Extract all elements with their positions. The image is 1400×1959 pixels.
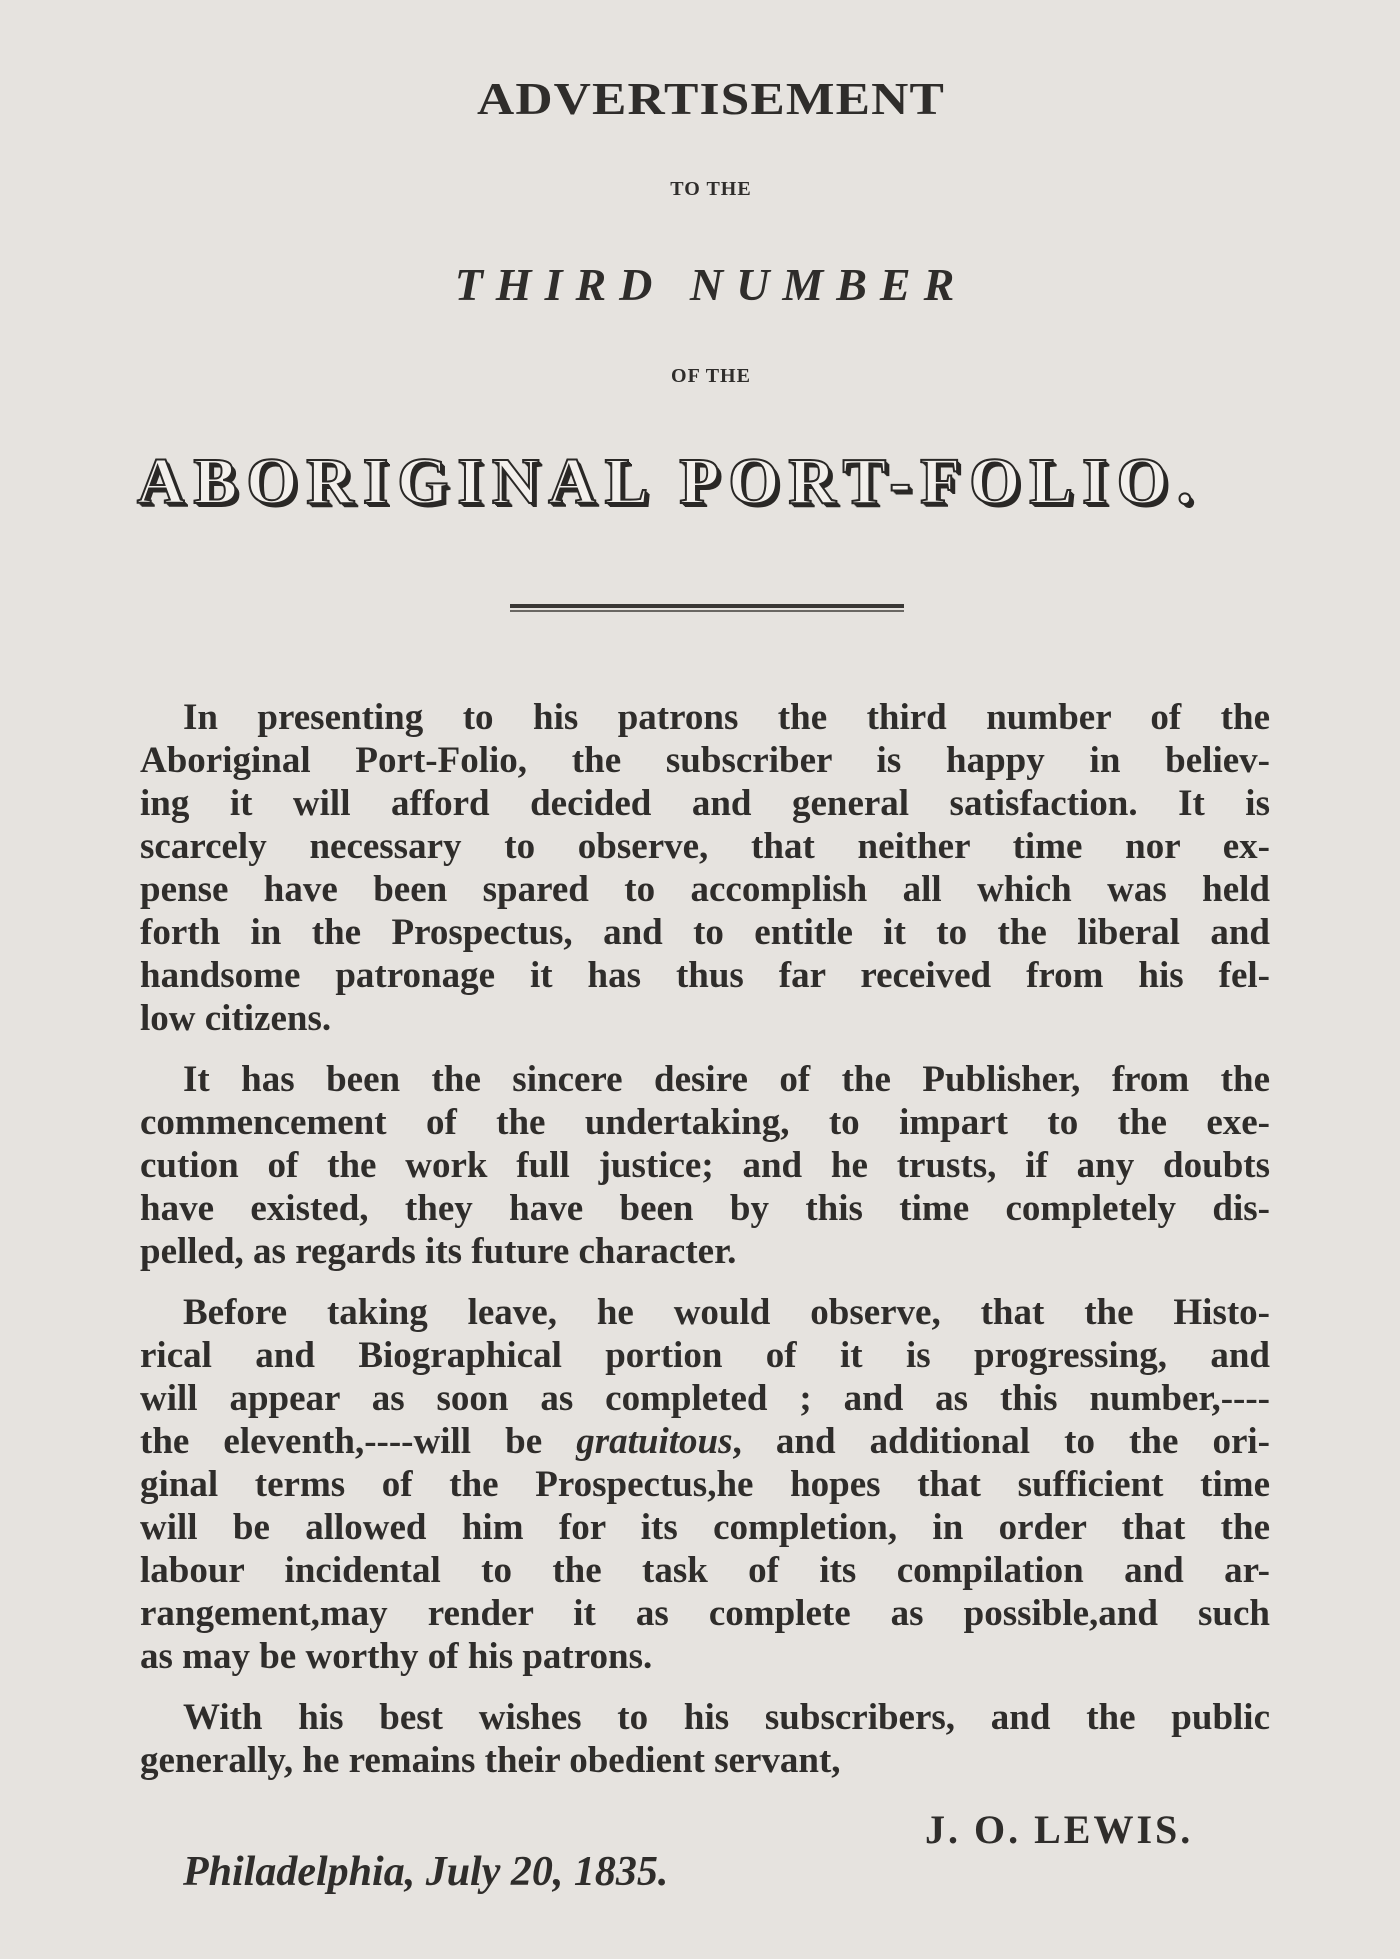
signature: J. O. LEWIS. [925,1807,1194,1852]
body-line: as may be worthy of his patrons. [140,1636,653,1677]
body-line: scarcely necessary to observe, that neither time nor ex- [140,826,1270,867]
decorative-rule [510,604,904,612]
body-line: cution of the work full justice; and he trusts, if any doubts [140,1145,1270,1186]
body-line: labour incidental to the task of its compilation and ar- [140,1550,1270,1591]
body-line: have existed, they have been by this time completely dis- [140,1188,1270,1229]
body-line: pense have been spared to accomplish all which was held [140,869,1270,910]
body-line: will be allowed him for its completion, in order that the [140,1507,1270,1548]
body-line: rical and Biographical portion of it is progressing, and [140,1335,1270,1376]
body-line: Aboriginal Port-Folio, the subscriber is happy in believ- [140,740,1270,781]
body-line-text: the eleventh,----will be [140,1421,577,1462]
body-line: Before taking leave, he would observe, that the Histo- [183,1292,1270,1333]
third-number-heading: THIRD NUMBER [454,259,968,310]
advertisement-heading: ADVERTISEMENT [477,73,945,124]
to-the-subheading: TO THE [670,178,752,200]
body-line: In presenting to his patrons the third number of the [183,697,1270,738]
body-line: generally, he remains their obedient servant, [140,1740,841,1781]
body-line: pelled, as regards its future character. [140,1231,737,1272]
body-line: With his best wishes to his subscribers, and the public [183,1697,1270,1738]
body-line: rangement,may render it as complete as possible,and such [140,1593,1270,1634]
body-line: forth in the Prospectus, and to entitle it to the liberal and [140,912,1270,953]
dateline: Philadelphia, July 20, 1835. [183,1849,669,1895]
rule-thin-line [510,610,904,612]
publication-title: ABORIGINAL PORT-FOLIO. [137,445,1203,518]
body-line: will appear as soon as completed ; and as this number,---- [140,1378,1270,1419]
body-line-text: , and additional to the ori- [732,1421,1270,1462]
body-line: It has been the sincere desire of the Publisher, from the [183,1059,1270,1100]
rule-thick-line [510,604,904,608]
body-line: low citizens. [140,998,332,1039]
body-line: ginal terms of the Prospectus,he hopes that sufficient time [140,1464,1270,1505]
body-line: ing it will afford decided and general satisfaction. It is [140,783,1270,824]
body-line: handsome patronage it has thus far received from his fel- [140,955,1270,996]
of-the-subheading: OF THE [671,365,751,387]
body-line: commencement of the undertaking, to impart to the exe- [140,1102,1270,1143]
emphasized-word: gratuitous [576,1421,733,1462]
body-line [140,1420,1270,1464]
